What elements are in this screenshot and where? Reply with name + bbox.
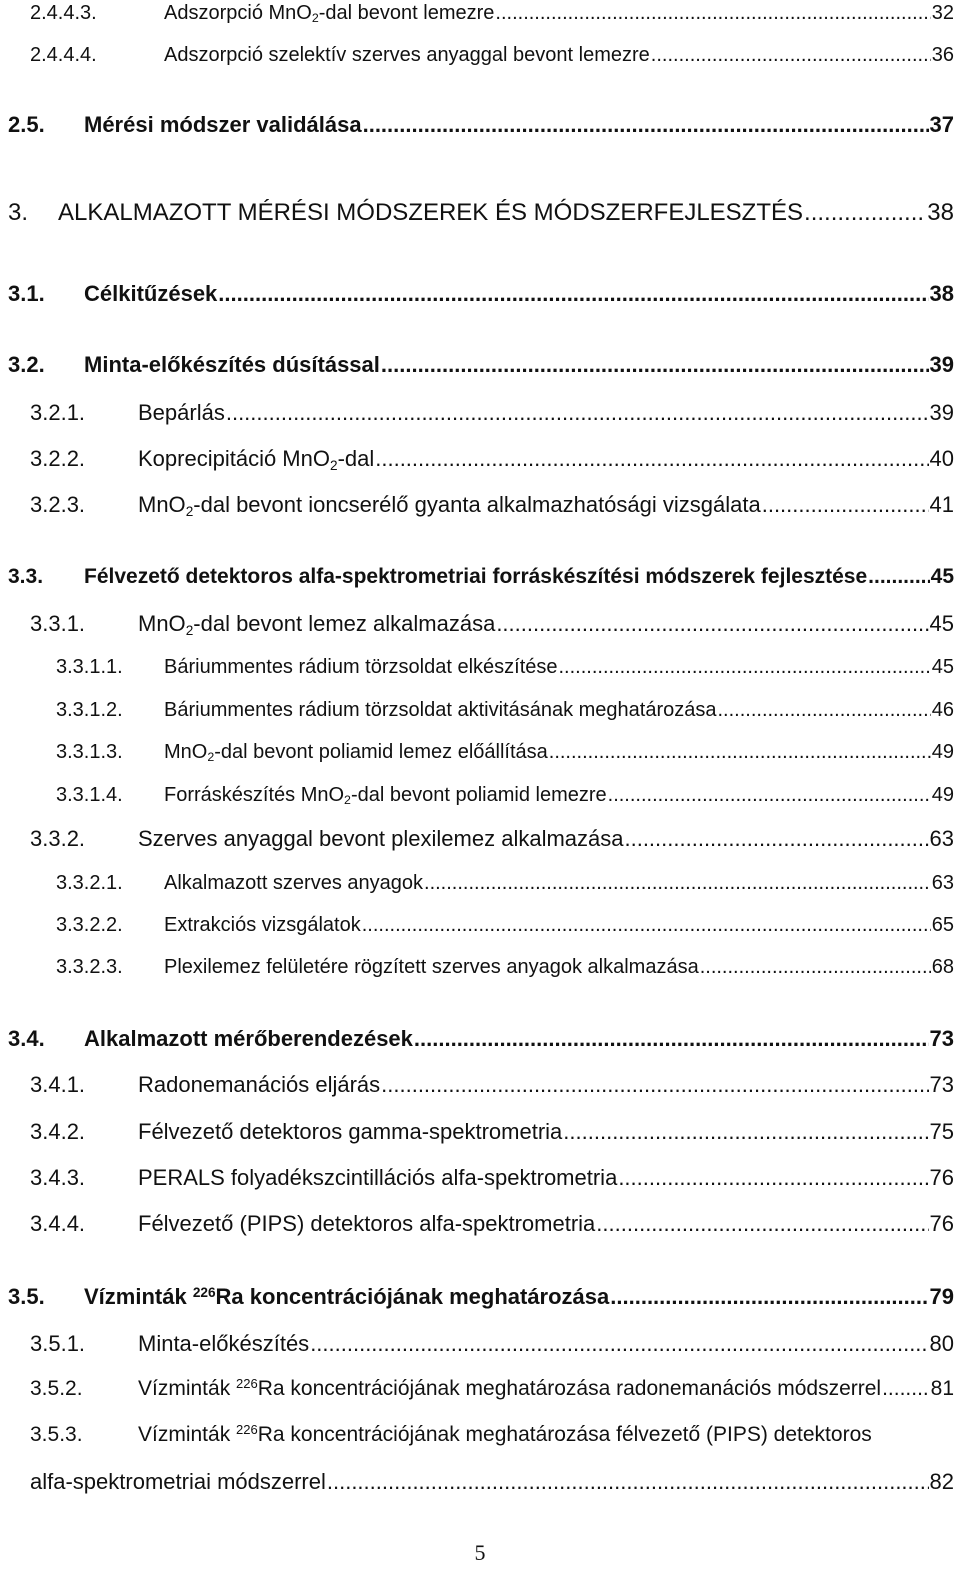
- toc-entry-number: 3.3.: [8, 565, 44, 588]
- toc-entry[interactable]: [8, 281, 954, 307]
- toc-entry-page: 41: [929, 492, 954, 517]
- toc-entry-title: Radonemanációs eljárás: [138, 1072, 381, 1097]
- toc-entry-number: 3.5.2.: [30, 1377, 83, 1400]
- toc-entry[interactable]: [56, 656, 954, 679]
- toc-entry-number: 2.4.4.4.: [30, 44, 97, 66]
- toc-entry-number: 3.4.: [8, 1026, 45, 1051]
- toc-entry-page: 49: [931, 784, 954, 806]
- toc-entry-title: Félvezető detektoros alfa-spektrometriai forráskészítési módszerek fejlesztése: [84, 565, 868, 588]
- toc-entry-number: 2.5.: [8, 112, 45, 137]
- toc-entry-title: Adszorpció MnO2-dal bevont lemezre: [164, 2, 495, 26]
- toc-entry-page: 79: [929, 1284, 954, 1309]
- toc-entry[interactable]: [56, 699, 954, 722]
- toc-entry-title: Bepárlás: [138, 400, 225, 425]
- toc-entry[interactable]: [56, 914, 954, 937]
- toc-entry-page: 76: [929, 1165, 954, 1190]
- toc-entry[interactable]: [56, 784, 954, 807]
- toc-entry-page: 65: [931, 914, 954, 936]
- toc-entry-page: 45: [930, 565, 954, 588]
- page-number: 5: [474, 1540, 486, 1565]
- dot-leader: [596, 1211, 928, 1237]
- dot-leader: [882, 1377, 930, 1401]
- toc-entry-page: 75: [929, 1119, 954, 1144]
- toc-entry[interactable]: [56, 741, 954, 764]
- dot-leader: [618, 1165, 928, 1191]
- toc-entry[interactable]: [8, 112, 954, 138]
- toc-entry-page: 37: [929, 112, 954, 137]
- toc-entry-page: 81: [930, 1377, 954, 1400]
- toc-entry[interactable]: [30, 1165, 954, 1191]
- toc-entry-title: Koprecipitáció MnO2-dal: [138, 446, 375, 473]
- toc-entry-number: 2.4.4.3.: [30, 2, 97, 24]
- toc-entry-page: 45: [929, 611, 954, 636]
- toc-entry-title: Vízminták $^{226}$Ra koncentrációjának meghatározása: [84, 1284, 610, 1309]
- toc-entry-number: 3.3.1.2.: [56, 699, 123, 721]
- toc-entry-number: 3.2.: [8, 352, 45, 377]
- toc-entry-title: Félvezető (PIPS) detektoros alfa-spektrometria: [138, 1211, 596, 1236]
- toc-entry-page: 82: [929, 1469, 954, 1494]
- toc-entry-page: 32: [931, 2, 954, 24]
- toc-entry-page: 63: [931, 872, 954, 894]
- dot-leader: [375, 446, 928, 472]
- toc-entry[interactable]: [8, 352, 954, 378]
- toc-entry-title: MnO2-dal bevont ioncserélő gyanta alkalmazhatósági vizsgálata: [138, 492, 761, 519]
- toc-entry-page: 46: [931, 699, 954, 721]
- toc-entry-number: 3.4.4.: [30, 1211, 86, 1236]
- toc-entry-page: 39: [929, 352, 954, 377]
- toc-entry-number: 3.4.2.: [30, 1119, 86, 1144]
- toc-entry-page: 38: [929, 281, 954, 306]
- toc-entry-title: Vízminták $^{226}$Ra koncentrációjának meghatározása radonemanációs módszerrel: [138, 1376, 882, 1400]
- dot-leader: [414, 1026, 929, 1052]
- dot-leader: [717, 699, 930, 722]
- toc-entry-title: Báriummentes rádium törzsoldat aktivitásának meghatározása: [164, 699, 717, 721]
- toc-entry-page: 80: [929, 1331, 954, 1356]
- dot-leader: [762, 492, 929, 518]
- toc-entry-continuation[interactable]: [30, 1469, 954, 1495]
- toc-entry[interactable]: [30, 44, 954, 67]
- toc-entry-number: 3.2.2.: [30, 446, 86, 471]
- dot-leader: [495, 2, 930, 25]
- toc-entry[interactable]: [56, 872, 954, 895]
- toc-entry[interactable]: [30, 826, 954, 852]
- dot-leader: [362, 914, 931, 937]
- toc-entry-number: 3.2.1.: [30, 400, 86, 425]
- toc-entry-title: Extrakciós vizsgálatok: [164, 914, 361, 936]
- dot-leader: [563, 1119, 928, 1145]
- dot-leader: [218, 281, 928, 307]
- toc-entry-title: Félvezető detektoros gamma-spektrometria: [138, 1119, 563, 1144]
- dot-leader: [608, 784, 931, 807]
- toc-entry[interactable]: [30, 1331, 954, 1357]
- toc-entry-title: MnO2-dal bevont poliamid lemez előállítása: [164, 741, 548, 765]
- toc-entry-page: 40: [929, 446, 954, 471]
- toc-entry-number: 3.5.1.: [30, 1331, 86, 1356]
- dot-leader: [363, 112, 929, 138]
- dot-leader: [700, 956, 931, 979]
- dot-leader: [226, 400, 929, 426]
- dot-leader: [651, 44, 931, 67]
- toc-entry-title: Mérési módszer validálása: [84, 112, 362, 137]
- toc-entry[interactable]: [30, 1377, 954, 1401]
- dot-leader: [381, 1072, 928, 1098]
- toc-entry[interactable]: [8, 199, 954, 227]
- dot-leader: [804, 199, 926, 227]
- dot-leader: [310, 1331, 928, 1357]
- toc-entry-title: ALKALMAZOTT MÉRÉSI MÓDSZEREK ÉS MÓDSZERFEJLESZTÉS: [58, 199, 804, 226]
- toc-entry[interactable]: [30, 446, 954, 472]
- toc-entry-number: 3.2.3.: [30, 492, 86, 517]
- toc-entry[interactable]: [30, 1211, 954, 1237]
- toc-entry[interactable]: [30, 1119, 954, 1145]
- toc-entry-number: 3.3.2.3.: [56, 956, 123, 978]
- toc-entry-number: 3.5.: [8, 1284, 45, 1309]
- toc-entry-number: 3.3.2.2.: [56, 914, 123, 936]
- dot-leader: [624, 826, 928, 852]
- toc-entry-number: 3.4.1.: [30, 1072, 86, 1097]
- toc-entry-number: 3.3.1.: [30, 611, 86, 636]
- toc-entry-page: 73: [929, 1026, 954, 1051]
- toc-entry-title: Célkitűzések: [84, 281, 218, 306]
- toc-entry-title: Forráskészítés MnO2-dal bevont poliamid lemezre: [164, 784, 607, 808]
- dot-leader: [610, 1284, 928, 1310]
- toc-entry[interactable]: [56, 956, 954, 979]
- dot-leader: [327, 1469, 929, 1495]
- dot-leader: [381, 352, 929, 378]
- toc-entry-number: 3.3.1.4.: [56, 784, 123, 806]
- toc-entry[interactable]: [30, 400, 954, 426]
- toc-entry-title: Plexilemez felületére rögzített szerves anyagok alkalmazása: [164, 956, 699, 978]
- toc-entry-page: 49: [931, 741, 954, 763]
- toc-entry-title: Minta-előkészítés: [138, 1331, 310, 1356]
- dot-leader: [496, 611, 928, 637]
- toc-entry-page: 45: [931, 656, 954, 678]
- toc-entry-page: 76: [929, 1211, 954, 1236]
- toc-entry-page: 39: [929, 400, 954, 425]
- toc-entry-number: 3.1.: [8, 281, 45, 306]
- toc-entry-number: 3.3.1.1.: [56, 656, 123, 678]
- dot-leader: [424, 872, 931, 895]
- toc-entry-page: 36: [931, 44, 954, 66]
- toc-entry[interactable]: [8, 1284, 954, 1310]
- toc-entry-number: 3.3.2.1.: [56, 872, 123, 894]
- toc-entry[interactable]: [30, 2, 954, 25]
- toc-entry[interactable]: [8, 565, 954, 589]
- dot-leader: [868, 565, 929, 589]
- toc-entry-number: 3.: [8, 199, 29, 226]
- toc-entry-number: 3.5.3.: [30, 1423, 83, 1446]
- toc-entry-page: 73: [929, 1072, 954, 1097]
- toc-entry-title: Minta-előkészítés dúsítással: [84, 352, 380, 377]
- toc-entry-number: 3.3.1.3.: [56, 741, 123, 763]
- toc-entry-page: 38: [927, 199, 954, 226]
- toc-entry-title: Alkalmazott szerves anyagok: [164, 872, 424, 894]
- toc-entry-title: Szerves anyaggal bevont plexilemez alkalmazása: [138, 826, 624, 851]
- toc-entry-page: 68: [931, 956, 954, 978]
- toc-entry[interactable]: [30, 611, 954, 637]
- dot-leader: [549, 741, 931, 764]
- toc-entry-page: 63: [929, 826, 954, 851]
- toc-entry-number: 3.3.2.: [30, 826, 86, 851]
- toc-entry-title: Alkalmazott mérőberendezések: [84, 1026, 413, 1051]
- toc-entry-number: 3.4.3.: [30, 1165, 86, 1190]
- toc-entry-title: MnO2-dal bevont lemez alkalmazása: [138, 611, 496, 638]
- toc-entry[interactable]: [30, 1072, 954, 1098]
- toc-entry[interactable]: [30, 492, 954, 518]
- toc-entry-title: Báriummentes rádium törzsoldat elkészítése: [164, 656, 558, 678]
- toc-entry-title: alfa-spektrometriai módszerrel: [30, 1469, 326, 1494]
- toc-entry[interactable]: [30, 1423, 954, 1447]
- toc-entry-title: Vízminták $^{226}$Ra koncentrációjának meghatározása félvezető (PIPS) detektoros: [138, 1422, 872, 1446]
- dot-leader: [559, 656, 931, 679]
- toc-entry[interactable]: [8, 1026, 954, 1052]
- toc-entry-title: Adszorpció szelektív szerves anyaggal bevont lemezre: [164, 44, 650, 66]
- toc-entry-title: PERALS folyadékszcintillációs alfa-spektrometria: [138, 1165, 618, 1190]
